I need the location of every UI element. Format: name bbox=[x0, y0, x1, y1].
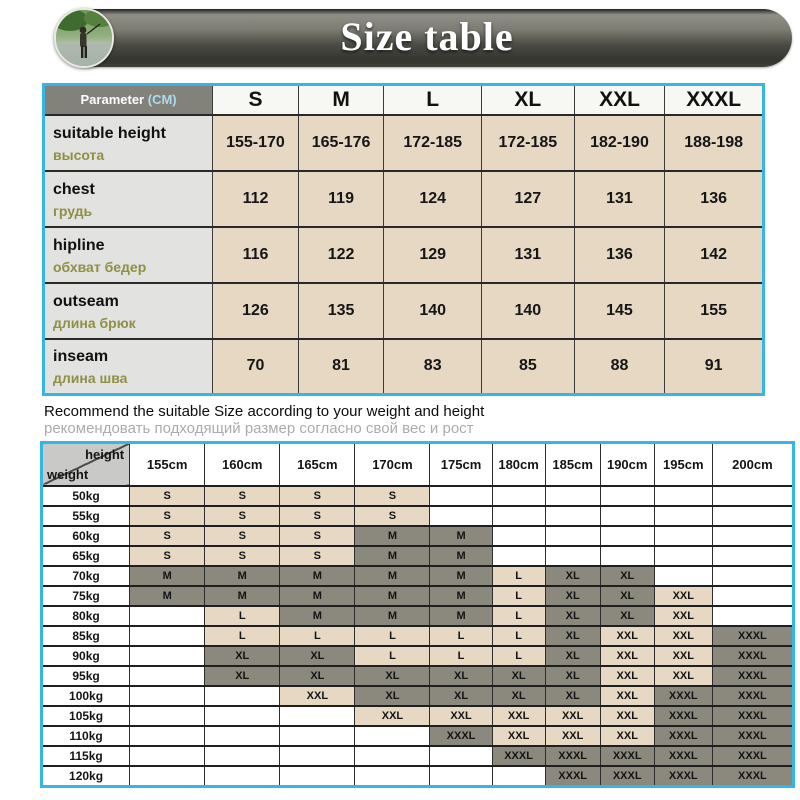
matrix-row bbox=[42, 746, 794, 766]
matrix-size-cell: L bbox=[205, 626, 280, 646]
height-column-header: 170cm bbox=[355, 442, 430, 486]
matrix-size-cell: XXXL bbox=[712, 626, 793, 646]
matrix-size-cell: XXXL bbox=[654, 706, 712, 726]
matrix-size-cell: S bbox=[130, 486, 205, 506]
weight-row-label: 90kg bbox=[42, 646, 130, 666]
matrix-empty-cell bbox=[280, 766, 355, 786]
matrix-size-cell: XXL bbox=[654, 666, 712, 686]
size-table-section bbox=[42, 83, 800, 396]
matrix-empty-cell bbox=[712, 486, 793, 506]
weight-row-label: 110kg bbox=[42, 726, 130, 746]
matrix-size-cell: XXXL bbox=[492, 746, 545, 766]
matrix-size-cell: XL bbox=[492, 666, 545, 686]
matrix-size-cell: L bbox=[430, 646, 492, 666]
matrix-empty-cell bbox=[205, 766, 280, 786]
size-table-header-row bbox=[44, 85, 764, 115]
matrix-size-cell: XL bbox=[545, 626, 600, 646]
matrix-empty-cell bbox=[654, 526, 712, 546]
matrix-empty-cell bbox=[545, 526, 600, 546]
matrix-size-cell: XXXL bbox=[654, 766, 712, 786]
matrix-size-cell: L bbox=[492, 586, 545, 606]
measurement-value-cell: 126 bbox=[213, 283, 299, 339]
height-column-header: 165cm bbox=[280, 442, 355, 486]
matrix-size-cell: XXL bbox=[600, 666, 654, 686]
matrix-empty-cell bbox=[130, 706, 205, 726]
height-column-header: 160cm bbox=[205, 442, 280, 486]
matrix-size-cell: L bbox=[355, 646, 430, 666]
measurement-value-cell: 140 bbox=[482, 283, 575, 339]
matrix-size-cell: XXL bbox=[492, 706, 545, 726]
weight-height-matrix bbox=[40, 441, 795, 788]
weight-row-label: 85kg bbox=[42, 626, 130, 646]
matrix-size-cell: M bbox=[355, 526, 430, 546]
matrix-size-cell: M bbox=[280, 586, 355, 606]
matrix-size-cell: M bbox=[430, 546, 492, 566]
matrix-size-cell: M bbox=[355, 606, 430, 626]
measurement-label-ru: грудь bbox=[53, 202, 93, 219]
matrix-corner-cell bbox=[42, 442, 130, 486]
measurement-value-cell: 85 bbox=[482, 339, 575, 395]
size-table-row bbox=[44, 115, 764, 171]
measurement-value-cell: 119 bbox=[298, 171, 384, 227]
matrix-size-cell: XL bbox=[545, 666, 600, 686]
size-table-row bbox=[44, 339, 764, 395]
measurement-value-cell: 142 bbox=[665, 227, 764, 283]
parameter-label: Parameter bbox=[80, 92, 145, 108]
matrix-empty-cell bbox=[430, 746, 492, 766]
matrix-size-cell: XL bbox=[280, 666, 355, 686]
matrix-size-cell: S bbox=[205, 526, 280, 546]
measurement-value-cell: 124 bbox=[384, 171, 482, 227]
measurement-label-cell bbox=[44, 171, 213, 227]
matrix-size-cell: XXL bbox=[430, 706, 492, 726]
matrix-row bbox=[42, 606, 794, 626]
matrix-empty-cell bbox=[600, 546, 654, 566]
measurement-label-ru: обхват бедер bbox=[53, 258, 147, 275]
matrix-size-cell: L bbox=[355, 626, 430, 646]
matrix-size-cell: M bbox=[355, 546, 430, 566]
matrix-size-cell: XXL bbox=[600, 706, 654, 726]
matrix-size-cell: XL bbox=[600, 586, 654, 606]
matrix-row bbox=[42, 686, 794, 706]
recommend-line-en: Recommend the suitable Size according to your weight and height bbox=[44, 403, 485, 420]
weight-row-label: 100kg bbox=[42, 686, 130, 706]
matrix-size-cell: XXL bbox=[654, 606, 712, 626]
measurement-label-en: inseam bbox=[53, 348, 109, 366]
matrix-empty-cell bbox=[600, 526, 654, 546]
size-column-header: XL bbox=[482, 85, 575, 115]
matrix-empty-cell bbox=[205, 706, 280, 726]
matrix-row bbox=[42, 546, 794, 566]
matrix-size-cell: XXXL bbox=[545, 766, 600, 786]
matrix-row bbox=[42, 486, 794, 506]
matrix-size-cell: S bbox=[280, 546, 355, 566]
matrix-size-cell: XL bbox=[205, 666, 280, 686]
matrix-row bbox=[42, 506, 794, 526]
size-table bbox=[42, 83, 765, 396]
matrix-empty-cell bbox=[492, 546, 545, 566]
weight-row-label: 115kg bbox=[42, 746, 130, 766]
matrix-size-cell: S bbox=[205, 546, 280, 566]
matrix-empty-cell bbox=[205, 726, 280, 746]
size-table-row bbox=[44, 283, 764, 339]
matrix-size-cell: XXL bbox=[545, 726, 600, 746]
matrix-size-cell: XL bbox=[430, 666, 492, 686]
measurement-value-cell: 136 bbox=[665, 171, 764, 227]
matrix-empty-cell bbox=[545, 486, 600, 506]
measurement-label-en: suitable height bbox=[53, 124, 166, 142]
matrix-size-cell: XL bbox=[492, 686, 545, 706]
matrix-size-cell: XXXL bbox=[712, 706, 793, 726]
matrix-row bbox=[42, 626, 794, 646]
measurement-value-cell: 70 bbox=[213, 339, 299, 395]
matrix-size-cell: XXXL bbox=[712, 666, 793, 686]
matrix-size-cell: XXXL bbox=[712, 766, 793, 786]
measurement-value-cell: 131 bbox=[574, 171, 665, 227]
matrix-size-cell: XXL bbox=[654, 626, 712, 646]
measurement-value-cell: 155-170 bbox=[213, 115, 299, 171]
matrix-size-cell: XXL bbox=[600, 726, 654, 746]
matrix-empty-cell bbox=[280, 726, 355, 746]
matrix-size-cell: M bbox=[430, 606, 492, 626]
matrix-row bbox=[42, 766, 794, 786]
measurement-value-cell: 140 bbox=[384, 283, 482, 339]
recommend-line-ru: рекомендовать подходящий размер согласно свой вес и рост bbox=[44, 420, 474, 438]
matrix-size-cell: XXXL bbox=[545, 746, 600, 766]
matrix-size-cell: XXL bbox=[654, 586, 712, 606]
matrix-empty-cell bbox=[712, 606, 793, 626]
matrix-size-cell: XXXL bbox=[600, 746, 654, 766]
matrix-size-cell: L bbox=[492, 566, 545, 586]
measurement-value-cell: 182-190 bbox=[574, 115, 665, 171]
measurement-label-cell bbox=[44, 227, 213, 283]
matrix-row bbox=[42, 526, 794, 546]
matrix-size-cell: S bbox=[280, 486, 355, 506]
matrix-empty-cell bbox=[654, 486, 712, 506]
matrix-size-cell: M bbox=[130, 586, 205, 606]
measurement-value-cell: 131 bbox=[482, 227, 575, 283]
matrix-empty-cell bbox=[130, 626, 205, 646]
weight-row-label: 55kg bbox=[42, 506, 130, 526]
matrix-empty-cell bbox=[712, 506, 793, 526]
matrix-size-cell: M bbox=[430, 526, 492, 546]
matrix-size-cell: XL bbox=[280, 646, 355, 666]
parameter-header-cell bbox=[44, 85, 213, 115]
matrix-size-cell: XXXL bbox=[654, 726, 712, 746]
matrix-empty-cell bbox=[712, 586, 793, 606]
size-table-row bbox=[44, 171, 764, 227]
matrix-empty-cell bbox=[492, 526, 545, 546]
matrix-empty-cell bbox=[600, 486, 654, 506]
matrix-size-cell: XL bbox=[545, 586, 600, 606]
height-column-header: 175cm bbox=[430, 442, 492, 486]
measurement-label-cell bbox=[44, 339, 213, 395]
size-column-header: XXL bbox=[574, 85, 665, 115]
matrix-size-cell: S bbox=[355, 506, 430, 526]
matrix-size-cell: M bbox=[280, 606, 355, 626]
matrix-size-cell: M bbox=[430, 586, 492, 606]
matrix-size-cell: S bbox=[205, 506, 280, 526]
matrix-empty-cell bbox=[355, 726, 430, 746]
matrix-size-cell: XXL bbox=[355, 706, 430, 726]
matrix-empty-cell bbox=[130, 666, 205, 686]
matrix-row bbox=[42, 586, 794, 606]
matrix-size-cell: S bbox=[130, 526, 205, 546]
matrix-size-cell: M bbox=[205, 566, 280, 586]
height-column-header: 180cm bbox=[492, 442, 545, 486]
weight-row-label: 75kg bbox=[42, 586, 130, 606]
weight-row-label: 60kg bbox=[42, 526, 130, 546]
height-column-header: 155cm bbox=[130, 442, 205, 486]
measurement-value-cell: 172-185 bbox=[384, 115, 482, 171]
matrix-empty-cell bbox=[492, 766, 545, 786]
weight-row-label: 80kg bbox=[42, 606, 130, 626]
recommend-text-block bbox=[44, 403, 800, 438]
matrix-size-cell: XL bbox=[205, 646, 280, 666]
matrix-empty-cell bbox=[130, 606, 205, 626]
matrix-size-cell: XXXL bbox=[654, 746, 712, 766]
matrix-empty-cell bbox=[130, 726, 205, 746]
matrix-size-cell: XXXL bbox=[430, 726, 492, 746]
matrix-size-cell: XL bbox=[545, 646, 600, 666]
matrix-size-cell: XL bbox=[545, 686, 600, 706]
matrix-size-cell: XXL bbox=[280, 686, 355, 706]
matrix-row bbox=[42, 566, 794, 586]
matrix-empty-cell bbox=[712, 546, 793, 566]
matrix-empty-cell bbox=[492, 506, 545, 526]
matrix-empty-cell bbox=[430, 486, 492, 506]
weight-row-label: 95kg bbox=[42, 666, 130, 686]
matrix-empty-cell bbox=[712, 566, 793, 586]
matrix-size-cell: XXL bbox=[492, 726, 545, 746]
matrix-size-cell: S bbox=[130, 546, 205, 566]
matrix-size-cell: XXXL bbox=[654, 686, 712, 706]
matrix-row bbox=[42, 706, 794, 726]
parameter-unit: (CM) bbox=[147, 92, 177, 108]
height-column-header: 195cm bbox=[654, 442, 712, 486]
matrix-size-cell: XXL bbox=[600, 626, 654, 646]
matrix-size-cell: XXXL bbox=[600, 766, 654, 786]
matrix-empty-cell bbox=[280, 706, 355, 726]
matrix-empty-cell bbox=[492, 486, 545, 506]
measurement-label-ru: длина шва bbox=[53, 370, 128, 387]
matrix-empty-cell bbox=[654, 546, 712, 566]
matrix-empty-cell bbox=[545, 506, 600, 526]
matrix-empty-cell bbox=[430, 766, 492, 786]
matrix-size-cell: XXXL bbox=[712, 746, 793, 766]
matrix-empty-cell bbox=[280, 746, 355, 766]
matrix-empty-cell bbox=[205, 686, 280, 706]
matrix-size-cell: XL bbox=[600, 606, 654, 626]
size-column-header: M bbox=[298, 85, 384, 115]
measurement-value-cell: 155 bbox=[665, 283, 764, 339]
matrix-row bbox=[42, 726, 794, 746]
weight-row-label: 50kg bbox=[42, 486, 130, 506]
matrix-size-cell: M bbox=[130, 566, 205, 586]
measurement-label-en: chest bbox=[53, 180, 95, 198]
matrix-size-cell: L bbox=[492, 646, 545, 666]
page-title: Size table bbox=[340, 14, 514, 59]
matrix-size-cell: M bbox=[205, 586, 280, 606]
matrix-size-cell: M bbox=[355, 586, 430, 606]
matrix-size-cell: XXL bbox=[600, 686, 654, 706]
measurement-value-cell: 112 bbox=[213, 171, 299, 227]
matrix-size-cell: L bbox=[492, 626, 545, 646]
matrix-empty-cell bbox=[205, 746, 280, 766]
matrix-row bbox=[42, 646, 794, 666]
measurement-value-cell: 91 bbox=[665, 339, 764, 395]
matrix-size-cell: M bbox=[280, 566, 355, 586]
matrix-size-cell: L bbox=[492, 606, 545, 626]
measurement-value-cell: 145 bbox=[574, 283, 665, 339]
weight-row-label: 105kg bbox=[42, 706, 130, 726]
matrix-empty-cell bbox=[712, 526, 793, 546]
size-column-header: S bbox=[213, 85, 299, 115]
matrix-empty-cell bbox=[654, 566, 712, 586]
matrix-size-cell: M bbox=[430, 566, 492, 586]
weight-row-label: 120kg bbox=[42, 766, 130, 786]
weight-row-label: 65kg bbox=[42, 546, 130, 566]
matrix-empty-cell bbox=[654, 506, 712, 526]
matrix-empty-cell bbox=[545, 546, 600, 566]
matrix-empty-cell bbox=[355, 766, 430, 786]
matrix-empty-cell bbox=[130, 686, 205, 706]
matrix-size-cell: S bbox=[130, 506, 205, 526]
height-column-header: 190cm bbox=[600, 442, 654, 486]
matrix-size-cell: XXXL bbox=[712, 686, 793, 706]
matrix-size-cell: L bbox=[430, 626, 492, 646]
corner-weight-label: weight bbox=[47, 467, 89, 482]
title-banner bbox=[62, 9, 792, 67]
weight-row-label: 70kg bbox=[42, 566, 130, 586]
matrix-size-cell: XXL bbox=[545, 706, 600, 726]
matrix-size-cell: XL bbox=[545, 566, 600, 586]
measurement-value-cell: 188-198 bbox=[665, 115, 764, 171]
matrix-empty-cell bbox=[130, 646, 205, 666]
measurement-value-cell: 129 bbox=[384, 227, 482, 283]
matrix-row bbox=[42, 666, 794, 686]
matrix-empty-cell bbox=[430, 506, 492, 526]
matrix-size-cell: XL bbox=[545, 606, 600, 626]
height-column-header: 185cm bbox=[545, 442, 600, 486]
measurement-label-en: hipline bbox=[53, 236, 105, 254]
measurement-value-cell: 172-185 bbox=[482, 115, 575, 171]
measurement-label-ru: высота bbox=[53, 146, 105, 163]
measurement-label-cell bbox=[44, 115, 213, 171]
corner-height-label: height bbox=[85, 446, 125, 462]
matrix-size-cell: S bbox=[280, 526, 355, 546]
measurement-label-cell bbox=[44, 283, 213, 339]
size-table-row bbox=[44, 227, 764, 283]
measurement-value-cell: 165-176 bbox=[298, 115, 384, 171]
measurement-value-cell: 135 bbox=[298, 283, 384, 339]
matrix-size-cell: M bbox=[355, 566, 430, 586]
matrix-size-cell: XXL bbox=[654, 646, 712, 666]
size-column-header: L bbox=[384, 85, 482, 115]
matrix-size-cell: XL bbox=[430, 686, 492, 706]
matrix-empty-cell bbox=[600, 506, 654, 526]
matrix-empty-cell bbox=[130, 766, 205, 786]
matrix-empty-cell bbox=[355, 746, 430, 766]
matrix-size-cell: XL bbox=[355, 666, 430, 686]
matrix-size-cell: S bbox=[280, 506, 355, 526]
height-column-header: 200cm bbox=[712, 442, 793, 486]
measurement-value-cell: 81 bbox=[298, 339, 384, 395]
matrix-size-cell: S bbox=[205, 486, 280, 506]
matrix-size-cell: XXXL bbox=[712, 726, 793, 746]
measurement-value-cell: 88 bbox=[574, 339, 665, 395]
measurement-label-en: outseam bbox=[53, 292, 119, 310]
measurement-value-cell: 136 bbox=[574, 227, 665, 283]
matrix-size-cell: XXL bbox=[600, 646, 654, 666]
matrix-size-cell: XXXL bbox=[712, 646, 793, 666]
measurement-value-cell: 83 bbox=[384, 339, 482, 395]
measurement-value-cell: 122 bbox=[298, 227, 384, 283]
matrix-header-row bbox=[42, 442, 794, 486]
matrix-size-cell: S bbox=[355, 486, 430, 506]
matrix-empty-cell bbox=[130, 746, 205, 766]
matrix-size-cell: L bbox=[280, 626, 355, 646]
matrix-size-cell: L bbox=[205, 606, 280, 626]
measurement-label-ru: длина брюк bbox=[53, 314, 136, 331]
matrix-size-cell: XL bbox=[600, 566, 654, 586]
weight-height-matrix-section bbox=[40, 441, 800, 788]
measurement-value-cell: 127 bbox=[482, 171, 575, 227]
measurement-value-cell: 116 bbox=[213, 227, 299, 283]
size-column-header: XXXL bbox=[665, 85, 764, 115]
matrix-size-cell: XL bbox=[355, 686, 430, 706]
